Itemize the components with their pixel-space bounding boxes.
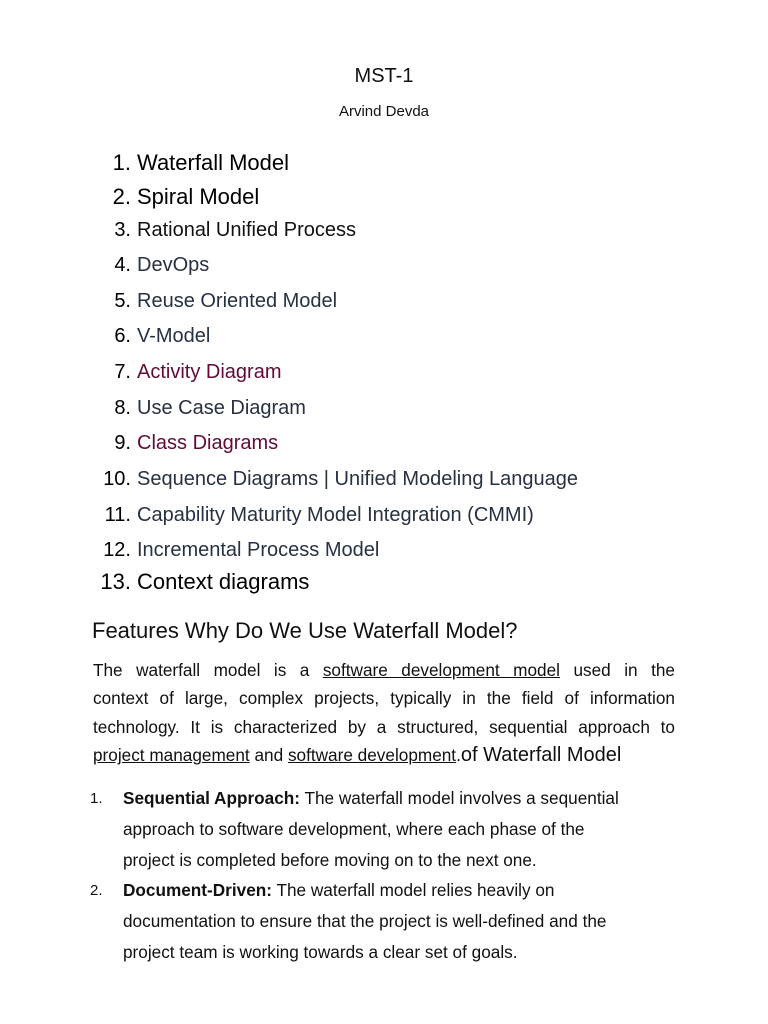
topic-link[interactable]: DevOps (137, 254, 210, 276)
topic-item-rational-unified-process (0, 215, 700, 245)
topic-number: 6. (114, 325, 131, 347)
paragraph-line: context of large, complex projects, typically in the field of information (93, 688, 675, 709)
topic-link[interactable]: Activity Diagram (137, 361, 282, 383)
document-title: MST-1 (354, 65, 414, 87)
document-author: Arvind Devda (338, 103, 430, 120)
topic-item-cmmi (0, 500, 700, 530)
topic-link[interactable]: V-Model (137, 325, 211, 347)
feature-text (123, 783, 683, 876)
intro-paragraph (93, 656, 675, 770)
topic-item-waterfall-model (0, 148, 700, 178)
topic-number: 4. (114, 254, 131, 276)
feature-line: project team is working towards a clear set of goals. (123, 942, 518, 962)
topic-item-v-model (0, 321, 700, 351)
feature-title: Document-Driven: (123, 880, 272, 900)
topic-number: 10. (103, 468, 131, 490)
feature-number: 2. (90, 882, 103, 899)
topic-number: 1. (112, 150, 131, 175)
topic-item-devops (0, 250, 700, 280)
topic-number: 5. (114, 290, 131, 312)
topic-number: 7. (114, 361, 131, 383)
paragraph-text: used in the (573, 660, 675, 680)
software-development-link[interactable]: software development (287, 745, 457, 766)
topic-link[interactable]: Reuse Oriented Model (137, 290, 338, 312)
topic-number: 11. (104, 504, 131, 526)
topic-item-activity-diagram (0, 357, 700, 387)
paragraph-line: technology. It is characterized by a structured, sequential approach to (93, 716, 675, 737)
topic-label: Context diagrams (137, 569, 310, 594)
paragraph-text: . (456, 745, 461, 766)
topic-link[interactable]: Class Diagrams (137, 432, 279, 454)
topic-item-class-diagrams (0, 428, 700, 458)
paragraph-text: The waterfall model is a (93, 660, 310, 680)
feature-line: documentation to ensure that the project is well-defined and the (123, 911, 607, 931)
feature-title: Sequential Approach: (123, 788, 300, 808)
topic-link[interactable]: Incremental Process Model (137, 539, 380, 561)
paragraph-text: and (254, 745, 284, 766)
topic-item-use-case-diagram (0, 393, 700, 423)
feature-description: The waterfall model involves a sequential (304, 788, 619, 808)
topic-item-spiral-model (0, 182, 700, 212)
software-development-model-link[interactable]: software development model (322, 660, 560, 680)
paragraph-line (93, 741, 675, 769)
topic-link[interactable]: Capability Maturity Model Integration (CMMI) (137, 504, 534, 526)
feature-line: project is completed before moving on to the next one. (123, 850, 537, 870)
feature-line (123, 783, 683, 814)
feature-description: The waterfall model relies heavily on (276, 880, 555, 900)
project-management-link[interactable]: project management (93, 745, 250, 766)
topic-number: 2. (112, 184, 131, 209)
section-heading: Features Why Do We Use Waterfall Model? (92, 618, 518, 643)
topic-item-sequence-diagrams (0, 464, 700, 494)
feature-line (123, 875, 683, 906)
topic-link[interactable]: Sequence Diagrams | Unified Modeling Language (137, 468, 579, 490)
paragraph-line (93, 656, 675, 684)
topic-number: 8. (114, 397, 131, 419)
feature-line: approach to software development, where each phase of the (123, 819, 585, 839)
feature-text (123, 875, 683, 968)
topic-number: 9. (114, 432, 131, 454)
topic-label: Spiral Model (137, 184, 260, 209)
topic-link[interactable]: Use Case Diagram (137, 397, 306, 419)
topic-item-context-diagrams (0, 567, 700, 597)
topic-number: 13. (100, 569, 131, 594)
topic-item-reuse-oriented-model (0, 286, 700, 316)
topic-number: 12. (103, 539, 131, 561)
feature-number: 1. (90, 790, 103, 807)
topic-label: Waterfall Model (137, 150, 290, 175)
topic-number: 3. (114, 219, 131, 241)
topic-label: Rational Unified Process (137, 219, 356, 241)
paragraph-text: of Waterfall Model (460, 744, 622, 767)
topic-item-incremental-process-model (0, 535, 700, 565)
